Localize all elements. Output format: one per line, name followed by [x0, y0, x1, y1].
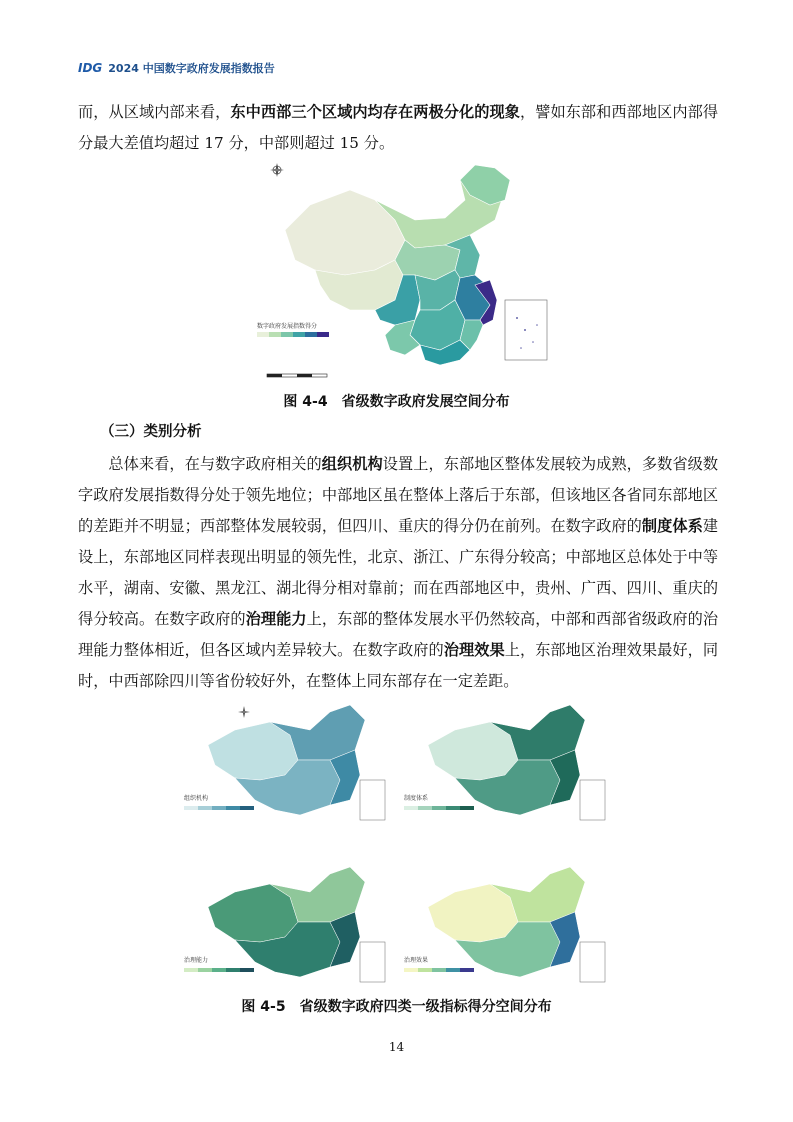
compass-icon — [270, 163, 284, 177]
legend-color-bar — [184, 968, 254, 972]
legend-color-bar — [404, 806, 474, 810]
emphasis-institution: 制度体系 — [641, 517, 703, 535]
china-map-overall — [255, 160, 555, 385]
legend-color-bar — [257, 332, 329, 337]
map-governance-capacity — [180, 862, 390, 992]
map-label: 治理能力 — [184, 957, 209, 964]
emphasis-capacity: 治理能力 — [245, 610, 307, 628]
paragraph-regional-polarization: 而，从区域内部来看，东中西部三个区域内均存在两极分化的现象，譬如东部和西部地区内部得分最大差值均超过 17 分，中部则超过 15 分。 — [78, 103, 719, 152]
emphasis-polarization: 东中西部三个区域内均存在两极分化的现象 — [230, 103, 520, 121]
map-institution — [400, 700, 610, 830]
page-number: 14 — [388, 1040, 405, 1054]
map-governance-effect — [400, 862, 610, 992]
page-header — [78, 58, 718, 78]
paragraph-category-analysis: 总体来看，在与数字政府相关的组织机构设置上，东部地区整体发展较为成熟，多数省级数字政府发展指数得分处于领先地位；中部地区虽在整体上落后于东部，但该地区各省同东部地区的差距并不明显；西部整体发展较弱，但四川、重庆的得分仍在前列。在数字政府的制度体系建设上，东部地区同样表现出明显的领先性，北京、浙江、广东得分较高；中部地区总体处于中等水平，湖南、安徽、黑龙江、湖北得分相对靠前；而在西部地区中，贵州、广西、四川、重庆的得分较高。在数字政府的治理能力上，东部的整体发展水平仍然较高，中部和西部省级政府的治理能力整体相近，但各区域内差异较大。在数字政府的治理效果上，东部地区治理效果最好，同时，中西部除四川等省份较好外，在整体上同东部存在一定差距。 — [78, 455, 719, 690]
header-title: 2024 中国数字政府发展指数报告 — [108, 62, 275, 75]
map-organization — [180, 700, 390, 830]
compass-icon — [238, 706, 250, 718]
emphasis-effect: 治理效果 — [443, 641, 505, 659]
legend-color-bar — [184, 806, 254, 810]
map-label: 组织机构 — [184, 795, 209, 802]
report-logo: IDG — [78, 61, 103, 75]
emphasis-organization: 组织机构 — [321, 455, 383, 473]
section-heading: （三）类别分析 — [100, 424, 202, 440]
figure-4-4-caption: 图 4-4 省级数字政府发展空间分布 — [283, 394, 510, 410]
figure-4-5-caption: 图 4-5 省级数字政府四类一级指标得分空间分布 — [241, 999, 552, 1015]
legend-color-bar — [404, 968, 474, 972]
scale-bar — [267, 374, 327, 377]
map-label: 治理效果 — [404, 957, 429, 964]
figure-4-4-map — [255, 160, 555, 385]
map-label: 制度体系 — [404, 795, 429, 802]
legend-title: 数字政府发展指数得分 — [257, 323, 318, 330]
